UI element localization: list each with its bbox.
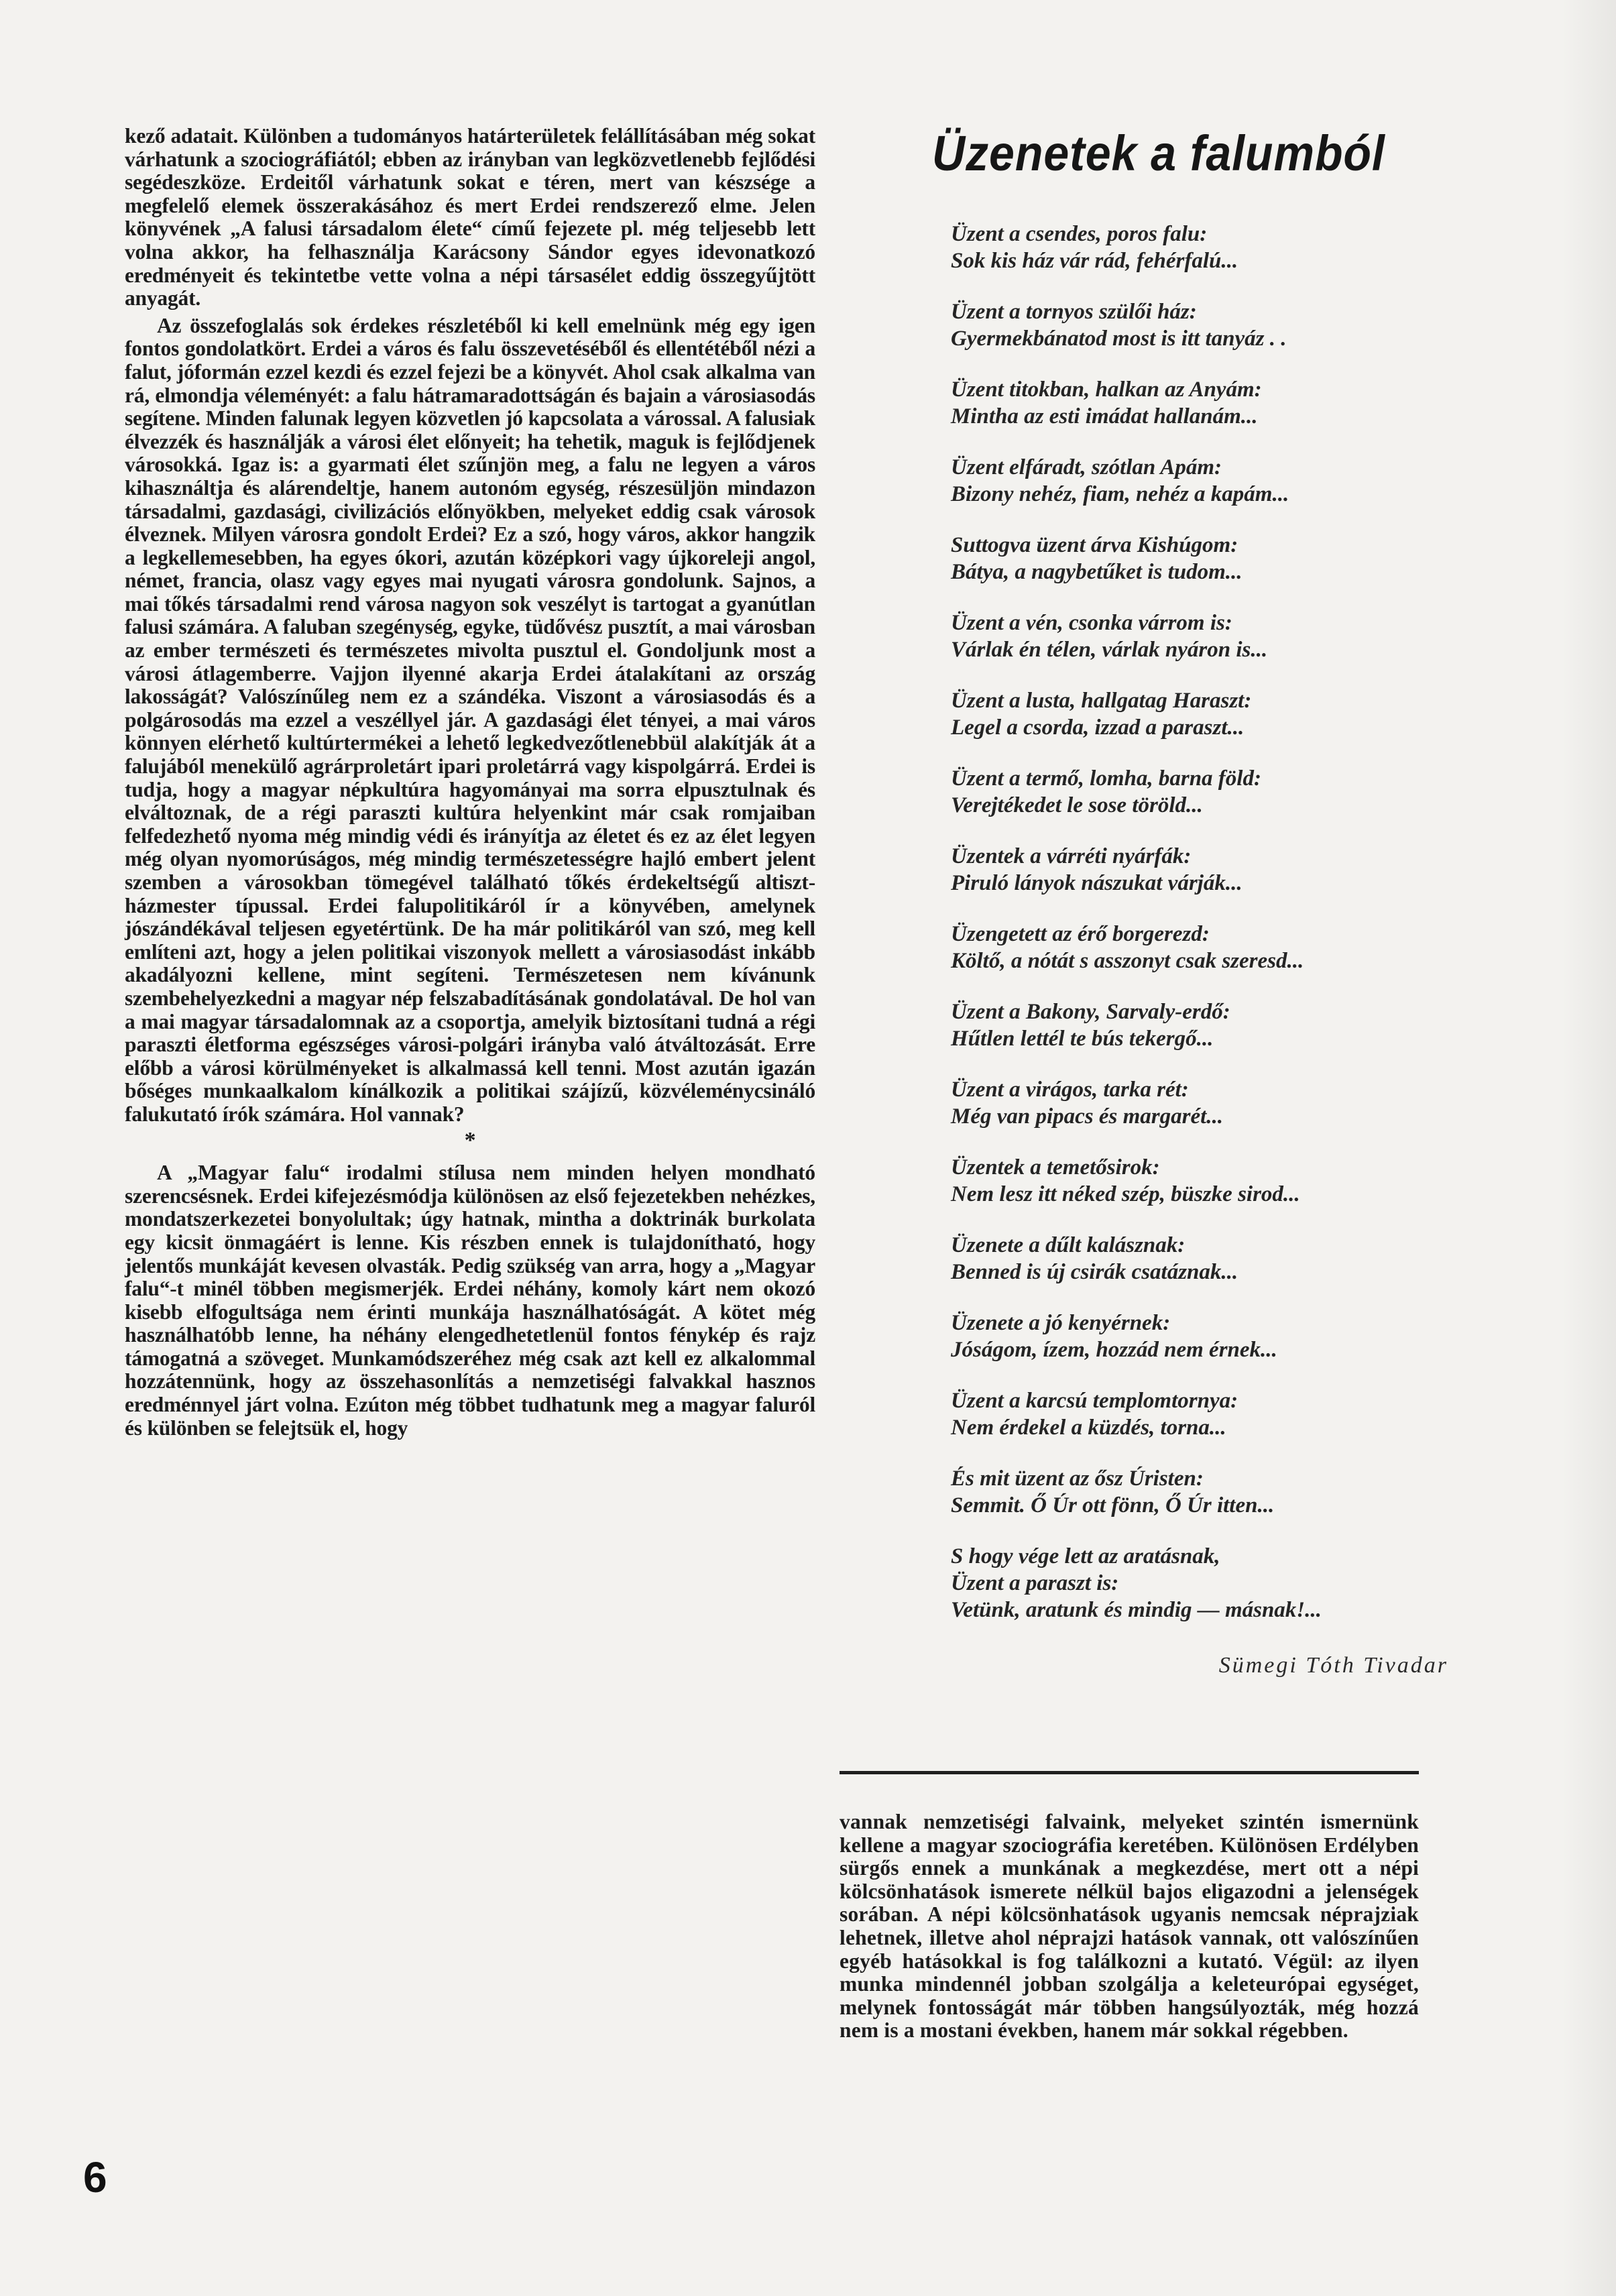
article-paragraph: vannak nemzetiségi falvaink, melyeket szintén ismernünk kellene a magyar szociográfia keretében. Különösen Erdélyben sürgős ennek a munkának a megkezdése, mert ott a népi kölcsönhatások ismerete nélkül bajos eligazodni a jelenségek sorában. A népi kölcsönhatások ugyanis nemcsak néprajziak lehetnek, illetve ahol néprajzi hatások vannak, ott valószínűen egyéb hatásokkal is fog találkozni a kutató. Végül: az ilyen munka mindennél jobban szolgálja a keleteurópai egységet, melynek fontosságát már többen hangsúlyozták, még hozzá nem is a mostani években, hanem már sokkal régebben. [840, 1810, 1419, 2043]
poem-line: Költő, a nótát s asszonyt csak szeresd... [951, 949, 1304, 973]
poem-stanzas [951, 221, 1462, 1623]
poem-stanza [951, 921, 1462, 974]
poem-stanza [951, 1310, 1462, 1363]
poem-line: Üzent elfáradt, szótlan Apám: [951, 455, 1222, 479]
poem-line: Bizony nehéz, fiam, nehéz a kapám... [951, 482, 1289, 506]
poem-line: Üzentek a várréti nyárfák: [951, 844, 1192, 868]
poem-stanza [951, 687, 1462, 741]
poem-line: Még van pipacs és margarét... [951, 1104, 1224, 1129]
poem-line: Üzengetett az érő borgerezd: [951, 922, 1210, 946]
poem-line: Üzent a virágos, tarka rét: [951, 1078, 1189, 1102]
poem-stanza [951, 843, 1462, 897]
poem-line: Üzent a Bakony, Sarvaly-erdő: [951, 1000, 1230, 1024]
poem-stanza [951, 221, 1462, 274]
poem-stanza [951, 298, 1462, 352]
poem-line: Üzent a vén, csonka várrom is: [951, 611, 1232, 635]
poem-line: Suttogva üzent árva Kishúgom: [951, 533, 1238, 557]
poem-line: És mit üzent az ősz Úristen: [951, 1467, 1204, 1491]
poem-line: Legel a csorda, izzad a paraszt... [951, 715, 1245, 740]
poem-final-stanza [951, 1543, 1462, 1623]
poem-line: Bátya, a nagybetűket is tudom... [951, 560, 1243, 584]
poem-line: Verejtékedet le sose töröld... [951, 793, 1203, 817]
poem-line: Üzenete a dűlt kalásznak: [951, 1233, 1186, 1257]
poem-stanza [951, 1465, 1462, 1519]
article-paragraph: kező adatait. Különben a tudományos határterületek felállításában még sokat várhatunk a szociográfiától; ebben az irányban van legközvetlenebb fejlődési segédeszköze. Erdeitől várhatunk sokat e téren, mert van készsége a megfelelő elemek összerakásához és mert Erdei rendszerező elme. Jelen könyvének „A falusi társadalom élete“ című fejezete pl. még teljesebb lett volna akkor, ha felhasználja Karácsony Sándor egyes idevonatkozó eredményeit és tekintetbe vette volna a népi társasélet eddig összegyűjtött anyagát. [125, 124, 815, 310]
poem-line: Benned is új csirák csatáznak... [951, 1260, 1238, 1284]
poem-line: Üzent a termő, lomha, barna föld: [951, 766, 1261, 791]
article-paragraph: A „Magyar falu“ irodalmi stílusa nem minden helyen mondható szerencsésnek. Erdei kifejezésmódja különösen az első fejezetekben nehézkes, mondatszerkezetei bonyolultak; úgy hatnak, mintha a doktrinák burkolata egy kicsit önmagáért is lenne. Kis részben ennek is tulajdonítható, hogy jelentős munkáját kevesen olvasták. Pedig szükség van arra, hogy a „Magyar falu“-t minél többen megismerjék. Erdei néhány, komoly kárt nem okozó kisebb elfogultsága nem érinti munkája használhatóságát. A kötet még használhatóbb lenne, ha néhány elengedhetetlenül fontos fénykép és rajz támogatná a szöveget. Munkamódszeréhez még csak azt kell ez alkalommal hozzátennünk, hogy az összehasonlítás a nemzetiségi falvakkal hasznos eredménnyel járt volna. Ezúton még többet tudhatunk meg a magyar faluról és különben se felejtsük el, hogy [125, 1161, 815, 1440]
poem-block [858, 101, 1462, 1678]
poem-stanza [951, 1387, 1462, 1441]
poem-stanza [951, 765, 1462, 819]
poem-line: Mintha az esti imádat hallanám... [951, 404, 1258, 428]
poem-line: Hűtlen lettél te bús tekergő... [951, 1027, 1214, 1051]
poem-stanza [951, 998, 1462, 1052]
poem-line: Vetünk, aratunk és mindig — másnak!... [951, 1598, 1322, 1622]
poem-line: Üzent a lusta, hallgatag Haraszt: [951, 689, 1252, 713]
poem-stanza [951, 1232, 1462, 1285]
poem-line: Várlak én télen, várlak nyáron is... [951, 638, 1268, 662]
poem-line: Sok kis ház vár rád, fehérfalú... [951, 249, 1238, 273]
poem-stanza [951, 376, 1462, 430]
poem-stanza [951, 454, 1462, 508]
poem-line: Piruló lányok nászukat várják... [951, 871, 1243, 895]
poem-line: Üzentek a temetősirok: [951, 1155, 1160, 1180]
poem-title: Üzenetek a falumból [932, 125, 1385, 181]
poem-line: Üzent a tornyos szülői ház: [951, 300, 1197, 324]
left-column-article [125, 125, 815, 1440]
poem-line: Üzenete a jó kenyérnek: [951, 1311, 1171, 1335]
poem-stanza [951, 1076, 1462, 1130]
poem-line: Nem érdekel a küzdés, torna... [951, 1416, 1226, 1440]
poem-line: Jóságom, ízem, hozzád nem érnek... [951, 1338, 1277, 1362]
poem-line: Semmit. Ő Úr ott fönn, Ő Úr itten... [951, 1493, 1275, 1517]
horizontal-rule [840, 1771, 1419, 1774]
poem-stanza [951, 532, 1462, 585]
poem-author: Sümegi Tóth Tivadar [1218, 1653, 1448, 1678]
poem-line: Nem lesz itt néked szép, büszke sirod... [951, 1182, 1300, 1206]
section-separator: * [464, 1127, 476, 1153]
poem-line: Üzent titokban, halkan az Anyám: [951, 378, 1262, 402]
page-edge-shadow [1562, 0, 1616, 2296]
article-paragraph: Az összefoglalás sok érdekes részletéből ki kell emelnünk még egy igen fontos gondolatkört. Erdei a város és falu összevetéséből és ellentétéből nézi a falut, jóformán ezzel kezdi és ezzel fejezi be a könyvét. Ahol csak alkalma van rá, elmondja véleményét: a falu hátramaradottságán és bajain a városiasodás segítene. Minden falunak legyen közvetlen jó kapcsolata a várossal. A falusiak élvezzék és használják a városi élet előnyeit; ha tehetik, maguk is fejlődjenek városokká. Igaz is: a gyarmati élet szűnjön meg, a falu ne legyen a város kihasználtja és alárendeltje, hanem autonóm egység, részesüljön mindazon társadalmi, gazdasági, civilizációs előnyökben, melyeket eddig csak városok élveznek. Milyen városra gondolt Erdei? Ez a szó, hogy város, akkor hangzik a legkellemesebben, ha egyes ókori, azután középkori vagy újkoreleji angol, német, francia, olasz vagy egyes mai nyugati városra gondolunk. Sajnos, a mai tőkés társadalmi rend városa nagyon sok veszélyt is tartogat a gyanútlan falusi számára. A faluban szegénység, egyke, tüdővész pusztít, a mai városban az ember természeti és természetes mivolta pusztul el. Gondoljunk most a városi átlagemberre. Vajjon ilyenné akarja Erdei átalakítani az ország lakosságát? Valószínűleg nem ez a szándéka. Viszont a városiasodás és a polgárosodás ma ezzel a veszéllyel jár. A gazdasági élet tényei, a mai város könnyen elérhető kultúrtermékei a lehető legkedvezőtlenebbül alakítják át a falujából menekülő agrárproletárt ipari proletárrá vagy kispolgárrá. Erdei is tudja, hogy a magyar népkultúra hagyományai ma sorra elpusztulnak és elváltoznak, de a régi paraszti kultúra helyenkint már csak romjaiban felfedezhető nyoma még mindig védi és irányítja az életet és ez az élet legyen még olyan nyomorúságos, még mindig természetességre hajló embert jelent szemben a városokban tömegével található tőkés érdekeltségű altiszt-házmester típussal. Erdei falupolitikáról ír a könyvében, amelynek jószándékával teljesen egyetértünk. De ha már politikáról van szó, meg kell említeni azt, hogy a jelen politikai viszonyok mellett a városiasodást inkább akadályozni kellene, mint segíteni. Természetesen nem kívánunk szembehelyezkedni a magyar nép felszabadításának gondolatával. De hol van a mai magyar társadalomnak az a csoportja, amelyik biztosítani tudná a régi paraszti életforma egészséges városi-polgári irányba való átváltozását. Erre előbb a városi körülményeket is alkalmassá kell tenni. Most azután igazán bőséges munkaalkalom kínálkozik a politikai szájízű, közvéleménycsináló falukutató írók számára. Hol vannak? [125, 313, 815, 1126]
poem-line: Gyermekbánatod most is itt tanyáz . . [951, 327, 1287, 351]
poem-line: Üzent a karcsú templomtornya: [951, 1389, 1238, 1413]
page-number: 6 [83, 2153, 107, 2201]
poem-stanza [951, 1154, 1462, 1208]
poem-line: Üzent a csendes, poros falu: [951, 222, 1208, 246]
poem-stanza [951, 610, 1462, 663]
poem-line: Üzent a paraszt is: [951, 1571, 1119, 1595]
right-column-continuation [840, 1811, 1419, 2043]
poem-line: S hogy vége lett az aratásnak, [951, 1544, 1220, 1568]
